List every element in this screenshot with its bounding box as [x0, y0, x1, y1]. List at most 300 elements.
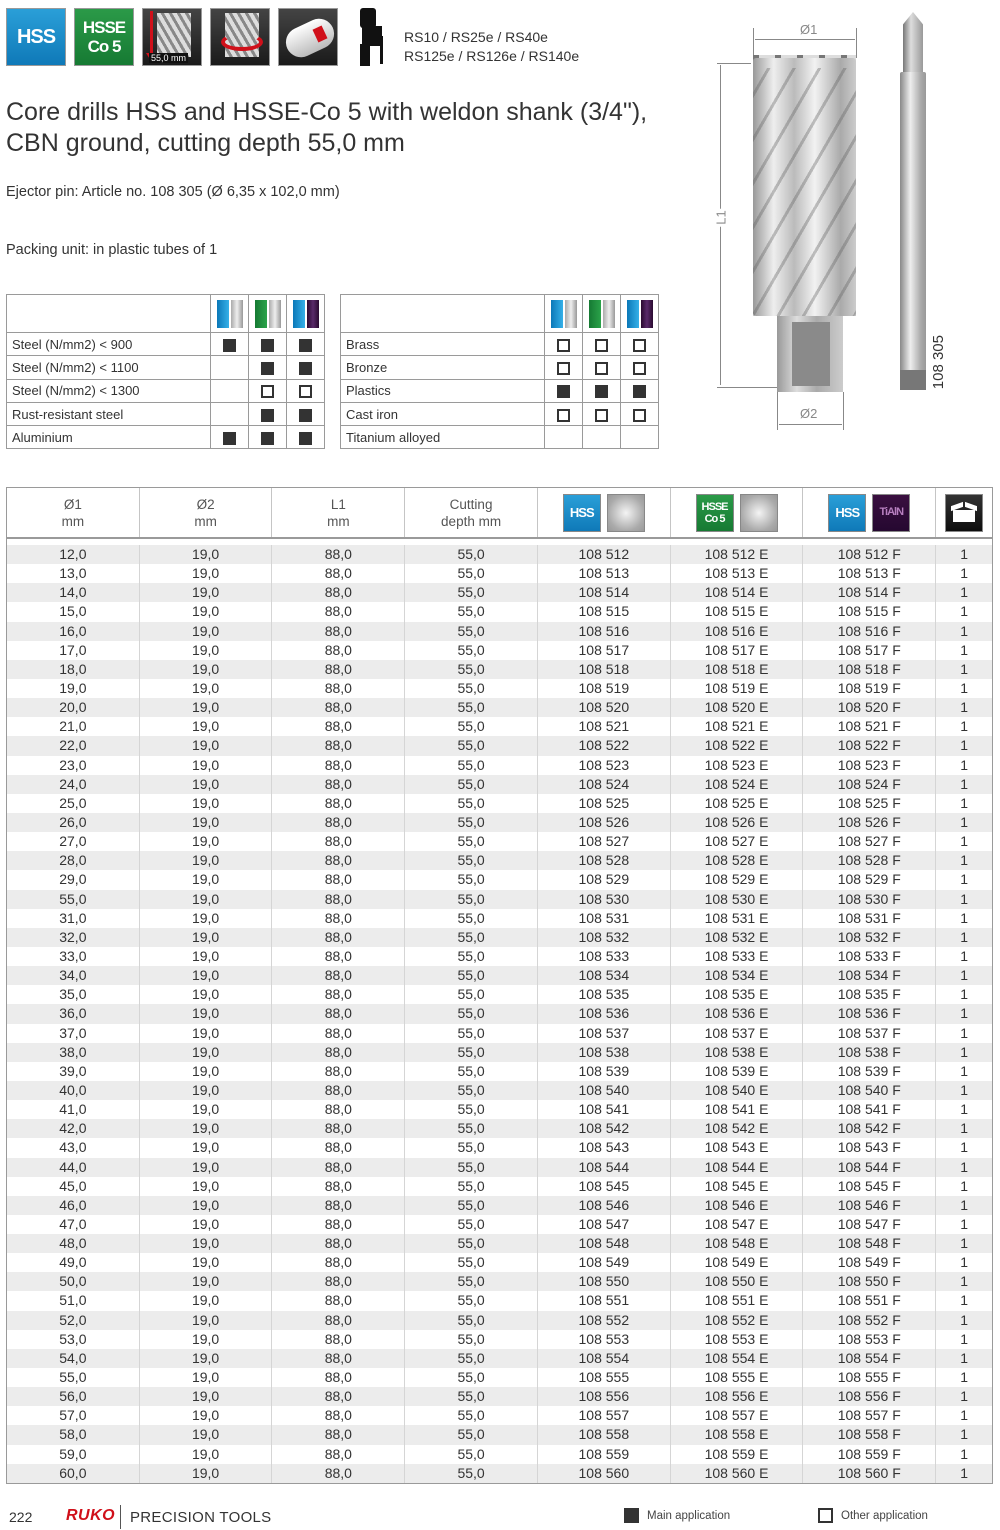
cell-packing-qty: 1 — [960, 1349, 968, 1366]
cell-l1: 88,0 — [272, 679, 405, 698]
cell-article-hss: 108 543 — [538, 1138, 671, 1157]
cell-d2: 19,0 — [140, 1330, 273, 1349]
table-row — [7, 1253, 992, 1272]
cell-article-hsse: 108 557 E — [671, 1406, 804, 1425]
cell-d1: 51,0 — [7, 1291, 140, 1310]
cell-article-hss-tialn: 108 515 F — [803, 602, 936, 621]
header-d2: Ø2 mm — [140, 488, 273, 537]
cell-cutting-depth: 55,0 — [405, 564, 538, 583]
material-mark-cell — [249, 379, 287, 402]
cell-d1: 34,0 — [7, 966, 140, 985]
table-header — [7, 488, 992, 539]
cell-cutting-depth: 55,0 — [405, 851, 538, 870]
cell-article-hsse: 108 544 E — [671, 1158, 804, 1177]
title-line1: Core drills HSS and HSSE-Co 5 with weldon shank (3/4"), — [6, 98, 648, 126]
cell-article-hsse: 108 523 E — [671, 756, 804, 775]
cell-l1: 88,0 — [272, 1081, 405, 1100]
cell-article-hss: 108 555 — [538, 1368, 671, 1387]
cell-article-hss-tialn: 108 554 F — [803, 1349, 936, 1368]
header-l1: L1 mm — [272, 488, 405, 537]
material-label: Bronze — [341, 356, 545, 379]
material-mark-cell — [621, 356, 659, 379]
swatch-hss — [545, 295, 583, 333]
material-mark-cell — [287, 356, 325, 379]
cell-article-hsse: 108 533 E — [671, 947, 804, 966]
cell-packing-qty: 1 — [960, 584, 968, 601]
cell-l1: 88,0 — [272, 1349, 405, 1368]
cell-article-hsse: 108 539 E — [671, 1062, 804, 1081]
table-row — [7, 1119, 992, 1138]
cell-article-hsse: 108 522 E — [671, 736, 804, 755]
cell-l1: 88,0 — [272, 1196, 405, 1215]
cell-article-hss-tialn: 108 529 F — [803, 870, 936, 889]
cell-d2: 19,0 — [140, 1177, 273, 1196]
table-row — [7, 1062, 992, 1081]
cell-packing-qty: 1 — [960, 775, 968, 792]
empty-square-icon — [818, 1508, 833, 1523]
cell-l1: 88,0 — [272, 622, 405, 641]
table-row — [7, 1272, 992, 1291]
cell-article-hss-tialn: 108 556 F — [803, 1387, 936, 1406]
cell-article-hsse: 108 536 E — [671, 1004, 804, 1023]
cell-article-hsse: 108 519 E — [671, 679, 804, 698]
cell-packing-qty: 1 — [960, 699, 968, 716]
cell-article-hss-tialn: 108 530 F — [803, 890, 936, 909]
cell-cutting-depth: 55,0 — [405, 947, 538, 966]
hss-icon: HSS — [6, 8, 66, 66]
cell-packing-qty: 1 — [960, 794, 968, 811]
cell-article-hsse: 108 553 E — [671, 1330, 804, 1349]
cell-l1: 88,0 — [272, 1406, 405, 1425]
material-row — [341, 402, 659, 425]
cell-packing-qty: 1 — [960, 1196, 968, 1213]
cell-article-hss-tialn: 108 521 F — [803, 717, 936, 736]
table-row — [7, 736, 992, 755]
cell-article-hsse: 108 532 E — [671, 928, 804, 947]
cell-article-hss: 108 519 — [538, 679, 671, 698]
cell-packing-qty: 1 — [960, 1024, 968, 1041]
cell-article-hsse: 108 556 E — [671, 1387, 804, 1406]
cell-packing-qty: 1 — [960, 986, 968, 1003]
cell-article-hsse: 108 554 E — [671, 1349, 804, 1368]
cell-d1: 41,0 — [7, 1100, 140, 1119]
table-row — [7, 1004, 992, 1023]
cell-article-hss-tialn: 108 532 F — [803, 928, 936, 947]
cell-article-hsse: 108 548 E — [671, 1234, 804, 1253]
cell-d2: 19,0 — [140, 775, 273, 794]
swatch-hsse — [583, 295, 621, 333]
empty-square-icon — [557, 362, 570, 375]
table-row — [7, 698, 992, 717]
cell-article-hss: 108 514 — [538, 583, 671, 602]
cell-article-hsse: 108 518 E — [671, 660, 804, 679]
cell-article-hss-tialn: 108 523 F — [803, 756, 936, 775]
cell-article-hsse: 108 540 E — [671, 1081, 804, 1100]
cell-d1: 54,0 — [7, 1349, 140, 1368]
cell-l1: 88,0 — [272, 1272, 405, 1291]
cell-article-hsse: 108 526 E — [671, 813, 804, 832]
cell-article-hsse: 108 512 E — [671, 545, 804, 564]
cell-article-hsse: 108 541 E — [671, 1100, 804, 1119]
cell-article-hsse: 108 547 E — [671, 1215, 804, 1234]
cell-d1: 47,0 — [7, 1215, 140, 1234]
table-row — [7, 851, 992, 870]
cell-packing-qty: 1 — [960, 909, 968, 926]
material-mark-cell — [211, 333, 249, 356]
dim-d1-label: Ø1 — [800, 22, 818, 37]
filled-square-icon — [557, 385, 570, 398]
material-label: Steel (N/mm2) < 1100 — [7, 356, 211, 379]
rotation-icon — [210, 8, 270, 66]
hss-icon: HSS — [563, 494, 601, 532]
cell-d1: 22,0 — [7, 736, 140, 755]
footer-divider — [120, 1505, 121, 1529]
cell-cutting-depth: 55,0 — [405, 1464, 538, 1483]
cell-l1: 88,0 — [272, 813, 405, 832]
cell-article-hss: 108 548 — [538, 1234, 671, 1253]
cell-packing-qty: 1 — [960, 603, 968, 620]
cell-cutting-depth: 55,0 — [405, 1291, 538, 1310]
cell-article-hsse: 108 550 E — [671, 1272, 804, 1291]
cell-article-hss-tialn: 108 534 F — [803, 966, 936, 985]
table-row — [7, 1158, 992, 1177]
cell-l1: 88,0 — [272, 698, 405, 717]
cell-article-hss: 108 527 — [538, 832, 671, 851]
cell-article-hss-tialn: 108 527 F — [803, 832, 936, 851]
material-mark-cell — [287, 379, 325, 402]
cell-packing-qty: 1 — [960, 890, 968, 907]
cell-d1: 42,0 — [7, 1119, 140, 1138]
cell-article-hss: 108 549 — [538, 1253, 671, 1272]
material-mark-cell — [583, 356, 621, 379]
table-row — [7, 1464, 992, 1483]
cell-article-hss-tialn: 108 531 F — [803, 909, 936, 928]
cell-article-hsse: 108 527 E — [671, 832, 804, 851]
cell-packing-qty: 1 — [960, 1120, 968, 1137]
filled-square-icon — [633, 385, 646, 398]
cell-d1: 24,0 — [7, 775, 140, 794]
swatch-hsse — [249, 295, 287, 333]
cell-d2: 19,0 — [140, 1119, 273, 1138]
cell-l1: 88,0 — [272, 1100, 405, 1119]
material-label: Plastics — [341, 379, 545, 402]
cell-cutting-depth: 55,0 — [405, 641, 538, 660]
cell-packing-qty: 1 — [960, 1005, 968, 1022]
material-label: Brass — [341, 333, 545, 356]
cell-d1: 57,0 — [7, 1406, 140, 1425]
material-row — [341, 333, 659, 356]
cell-cutting-depth: 55,0 — [405, 602, 538, 621]
cell-l1: 88,0 — [272, 736, 405, 755]
material-mark-cell — [583, 379, 621, 402]
cell-cutting-depth: 55,0 — [405, 622, 538, 641]
cell-d1: 37,0 — [7, 1024, 140, 1043]
ruko-logo: RUKO — [66, 1507, 116, 1524]
cell-d2: 19,0 — [140, 698, 273, 717]
material-mark-cell — [211, 402, 249, 425]
cell-cutting-depth: 55,0 — [405, 1234, 538, 1253]
cell-d1: 39,0 — [7, 1062, 140, 1081]
cell-d1: 58,0 — [7, 1425, 140, 1444]
cell-l1: 88,0 — [272, 1234, 405, 1253]
cell-d2: 19,0 — [140, 622, 273, 641]
filled-square-icon — [261, 432, 274, 445]
cell-cutting-depth: 55,0 — [405, 794, 538, 813]
material-mark-cell — [211, 379, 249, 402]
cell-packing-qty: 1 — [960, 1101, 968, 1118]
cell-article-hsse: 108 546 E — [671, 1196, 804, 1215]
cell-d1: 14,0 — [7, 583, 140, 602]
cell-l1: 88,0 — [272, 1024, 405, 1043]
cell-article-hsse: 108 551 E — [671, 1291, 804, 1310]
cell-l1: 88,0 — [272, 928, 405, 947]
cell-article-hss: 108 550 — [538, 1272, 671, 1291]
cell-article-hss: 108 536 — [538, 1004, 671, 1023]
table-row — [7, 1024, 992, 1043]
table-row — [7, 583, 992, 602]
material-mark-cell — [211, 356, 249, 379]
material-row — [7, 356, 325, 379]
cell-article-hss: 108 533 — [538, 947, 671, 966]
cell-article-hss-tialn: 108 550 F — [803, 1272, 936, 1291]
cell-article-hss: 108 525 — [538, 794, 671, 813]
cell-cutting-depth: 55,0 — [405, 1368, 538, 1387]
cell-article-hsse: 108 517 E — [671, 641, 804, 660]
filled-square-icon — [261, 362, 274, 375]
cell-article-hss: 108 539 — [538, 1062, 671, 1081]
cell-d2: 19,0 — [140, 602, 273, 621]
table-row — [7, 564, 992, 583]
cell-article-hsse: 108 520 E — [671, 698, 804, 717]
header-d1: Ø1 mm — [7, 488, 140, 537]
cell-cutting-depth: 55,0 — [405, 660, 538, 679]
cell-article-hss-tialn: 108 540 F — [803, 1081, 936, 1100]
empty-square-icon — [595, 362, 608, 375]
cell-d1: 48,0 — [7, 1234, 140, 1253]
cell-packing-qty: 1 — [960, 660, 968, 677]
cell-article-hss: 108 516 — [538, 622, 671, 641]
cell-cutting-depth: 55,0 — [405, 1215, 538, 1234]
cell-cutting-depth: 55,0 — [405, 583, 538, 602]
cell-article-hsse: 108 542 E — [671, 1119, 804, 1138]
cell-article-hss: 108 542 — [538, 1119, 671, 1138]
table-row — [7, 1291, 992, 1310]
material-label: Cast iron — [341, 402, 545, 425]
table-row — [7, 602, 992, 621]
table-row — [7, 1196, 992, 1215]
cell-article-hss-tialn: 108 555 F — [803, 1368, 936, 1387]
cell-d1: 17,0 — [7, 641, 140, 660]
cell-article-hss-tialn: 108 552 F — [803, 1311, 936, 1330]
cell-cutting-depth: 55,0 — [405, 1406, 538, 1425]
cutter-body — [753, 58, 856, 316]
cell-article-hsse: 108 525 E — [671, 794, 804, 813]
cell-cutting-depth: 55,0 — [405, 1349, 538, 1368]
material-mark-cell — [545, 379, 583, 402]
cell-d2: 19,0 — [140, 1272, 273, 1291]
table-row — [7, 1043, 992, 1062]
cell-d1: 38,0 — [7, 1043, 140, 1062]
materials-table-left — [6, 294, 325, 449]
cell-article-hsse: 108 545 E — [671, 1177, 804, 1196]
legend-other-label: Other application — [841, 1509, 928, 1522]
cell-cutting-depth: 55,0 — [405, 1253, 538, 1272]
cell-article-hss: 108 544 — [538, 1158, 671, 1177]
header-hsse — [671, 488, 804, 537]
cell-cutting-depth: 55,0 — [405, 717, 538, 736]
compatible-machines — [404, 28, 579, 66]
cell-d1: 53,0 — [7, 1330, 140, 1349]
material-mark-cell — [545, 356, 583, 379]
filled-square-icon — [299, 432, 312, 445]
cell-cutting-depth: 55,0 — [405, 1100, 538, 1119]
hss-icon: HSS — [828, 494, 866, 532]
cell-article-hss: 108 545 — [538, 1177, 671, 1196]
cell-d2: 19,0 — [140, 1387, 273, 1406]
filled-square-icon — [261, 339, 274, 352]
table-row — [7, 1445, 992, 1464]
cell-l1: 88,0 — [272, 909, 405, 928]
materials-table-right — [340, 294, 659, 449]
cell-l1: 88,0 — [272, 545, 405, 564]
cell-article-hsse: 108 560 E — [671, 1464, 804, 1483]
filled-square-icon — [595, 385, 608, 398]
cell-article-hss-tialn: 108 539 F — [803, 1062, 936, 1081]
cell-d1: 28,0 — [7, 851, 140, 870]
cell-article-hss: 108 552 — [538, 1311, 671, 1330]
empty-square-icon — [595, 409, 608, 422]
cell-article-hss: 108 541 — [538, 1100, 671, 1119]
cell-cutting-depth: 55,0 — [405, 1196, 538, 1215]
tialn-coating-icon: TiAlN — [872, 494, 910, 532]
material-mark-cell — [545, 426, 583, 449]
cell-packing-qty: 1 — [960, 1388, 968, 1405]
material-mark-cell — [211, 426, 249, 449]
cell-l1: 88,0 — [272, 1464, 405, 1483]
cell-l1: 88,0 — [272, 985, 405, 1004]
cell-article-hss-tialn: 108 551 F — [803, 1291, 936, 1310]
cell-article-hss: 108 559 — [538, 1445, 671, 1464]
cell-article-hss-tialn: 108 519 F — [803, 679, 936, 698]
cell-l1: 88,0 — [272, 1062, 405, 1081]
cell-article-hss: 108 512 — [538, 545, 671, 564]
cell-l1: 88,0 — [272, 1043, 405, 1062]
cell-l1: 88,0 — [272, 583, 405, 602]
cell-packing-qty: 1 — [960, 1177, 968, 1194]
cell-article-hss: 108 537 — [538, 1024, 671, 1043]
empty-square-icon — [557, 339, 570, 352]
cell-d2: 19,0 — [140, 564, 273, 583]
table-row — [7, 1138, 992, 1157]
filled-square-icon — [223, 339, 236, 352]
cell-article-hss: 108 534 — [538, 966, 671, 985]
cell-d1: 23,0 — [7, 756, 140, 775]
cell-l1: 88,0 — [272, 966, 405, 985]
material-label: Steel (N/mm2) < 900 — [7, 333, 211, 356]
cell-packing-qty: 1 — [960, 833, 968, 850]
product-table — [6, 487, 993, 1484]
cell-l1: 88,0 — [272, 564, 405, 583]
table-row — [7, 947, 992, 966]
material-mark-cell — [583, 402, 621, 425]
cell-l1: 88,0 — [272, 775, 405, 794]
cell-d2: 19,0 — [140, 1004, 273, 1023]
cell-cutting-depth: 55,0 — [405, 1004, 538, 1023]
cell-d1: 52,0 — [7, 1311, 140, 1330]
swatch-hss-tialn — [287, 295, 325, 333]
filled-square-icon — [299, 409, 312, 422]
cell-d2: 19,0 — [140, 1024, 273, 1043]
table-row — [7, 775, 992, 794]
cell-l1: 88,0 — [272, 756, 405, 775]
cell-l1: 88,0 — [272, 1119, 405, 1138]
cell-article-hss: 108 554 — [538, 1349, 671, 1368]
material-mark-cell — [249, 333, 287, 356]
cell-cutting-depth: 55,0 — [405, 1425, 538, 1444]
cell-article-hsse: 108 524 E — [671, 775, 804, 794]
cell-article-hss-tialn: 108 536 F — [803, 1004, 936, 1023]
cell-article-hss-tialn: 108 533 F — [803, 947, 936, 966]
material-mark-cell — [287, 402, 325, 425]
table-row — [7, 641, 992, 660]
cell-cutting-depth: 55,0 — [405, 1272, 538, 1291]
cell-d1: 60,0 — [7, 1464, 140, 1483]
cell-d2: 19,0 — [140, 928, 273, 947]
ejector-pin-end — [900, 370, 926, 390]
cell-cutting-depth: 55,0 — [405, 698, 538, 717]
cell-packing-qty: 1 — [960, 546, 968, 562]
table-row — [7, 1387, 992, 1406]
material-mark-cell — [287, 426, 325, 449]
weldon-shank-icon — [278, 8, 338, 66]
cell-packing-qty: 1 — [960, 928, 968, 945]
cell-l1: 88,0 — [272, 1368, 405, 1387]
drill-machine-icon — [358, 6, 388, 68]
table-row — [7, 660, 992, 679]
legend-other — [818, 1508, 928, 1523]
cell-l1: 88,0 — [272, 1387, 405, 1406]
material-row — [7, 379, 325, 402]
cell-article-hss: 108 551 — [538, 1291, 671, 1310]
cell-article-hsse: 108 528 E — [671, 851, 804, 870]
cell-d1: 15,0 — [7, 602, 140, 621]
cell-article-hss: 108 517 — [538, 641, 671, 660]
cell-l1: 88,0 — [272, 1291, 405, 1310]
cell-d1: 44,0 — [7, 1158, 140, 1177]
cell-packing-qty: 1 — [960, 1273, 968, 1290]
cell-d1: 56,0 — [7, 1387, 140, 1406]
cell-d1: 50,0 — [7, 1272, 140, 1291]
cell-cutting-depth: 55,0 — [405, 1177, 538, 1196]
material-label: Titanium alloyed — [341, 426, 545, 449]
cell-packing-qty: 1 — [960, 718, 968, 735]
material-mark-cell — [583, 426, 621, 449]
cell-l1: 88,0 — [272, 660, 405, 679]
cell-d2: 19,0 — [140, 1253, 273, 1272]
table-row — [7, 1177, 992, 1196]
cell-packing-qty: 1 — [960, 565, 968, 582]
cell-article-hss-tialn: 108 553 F — [803, 1330, 936, 1349]
cell-d1: 18,0 — [7, 660, 140, 679]
cell-article-hsse: 108 537 E — [671, 1024, 804, 1043]
cutting-depth-label: 55,0 mm — [151, 53, 187, 63]
cell-article-hsse: 108 521 E — [671, 717, 804, 736]
table-row — [7, 1330, 992, 1349]
ejector-pin-tip — [903, 12, 923, 74]
material-label: Aluminium — [7, 426, 211, 449]
cell-l1: 88,0 — [272, 890, 405, 909]
cell-d2: 19,0 — [140, 756, 273, 775]
